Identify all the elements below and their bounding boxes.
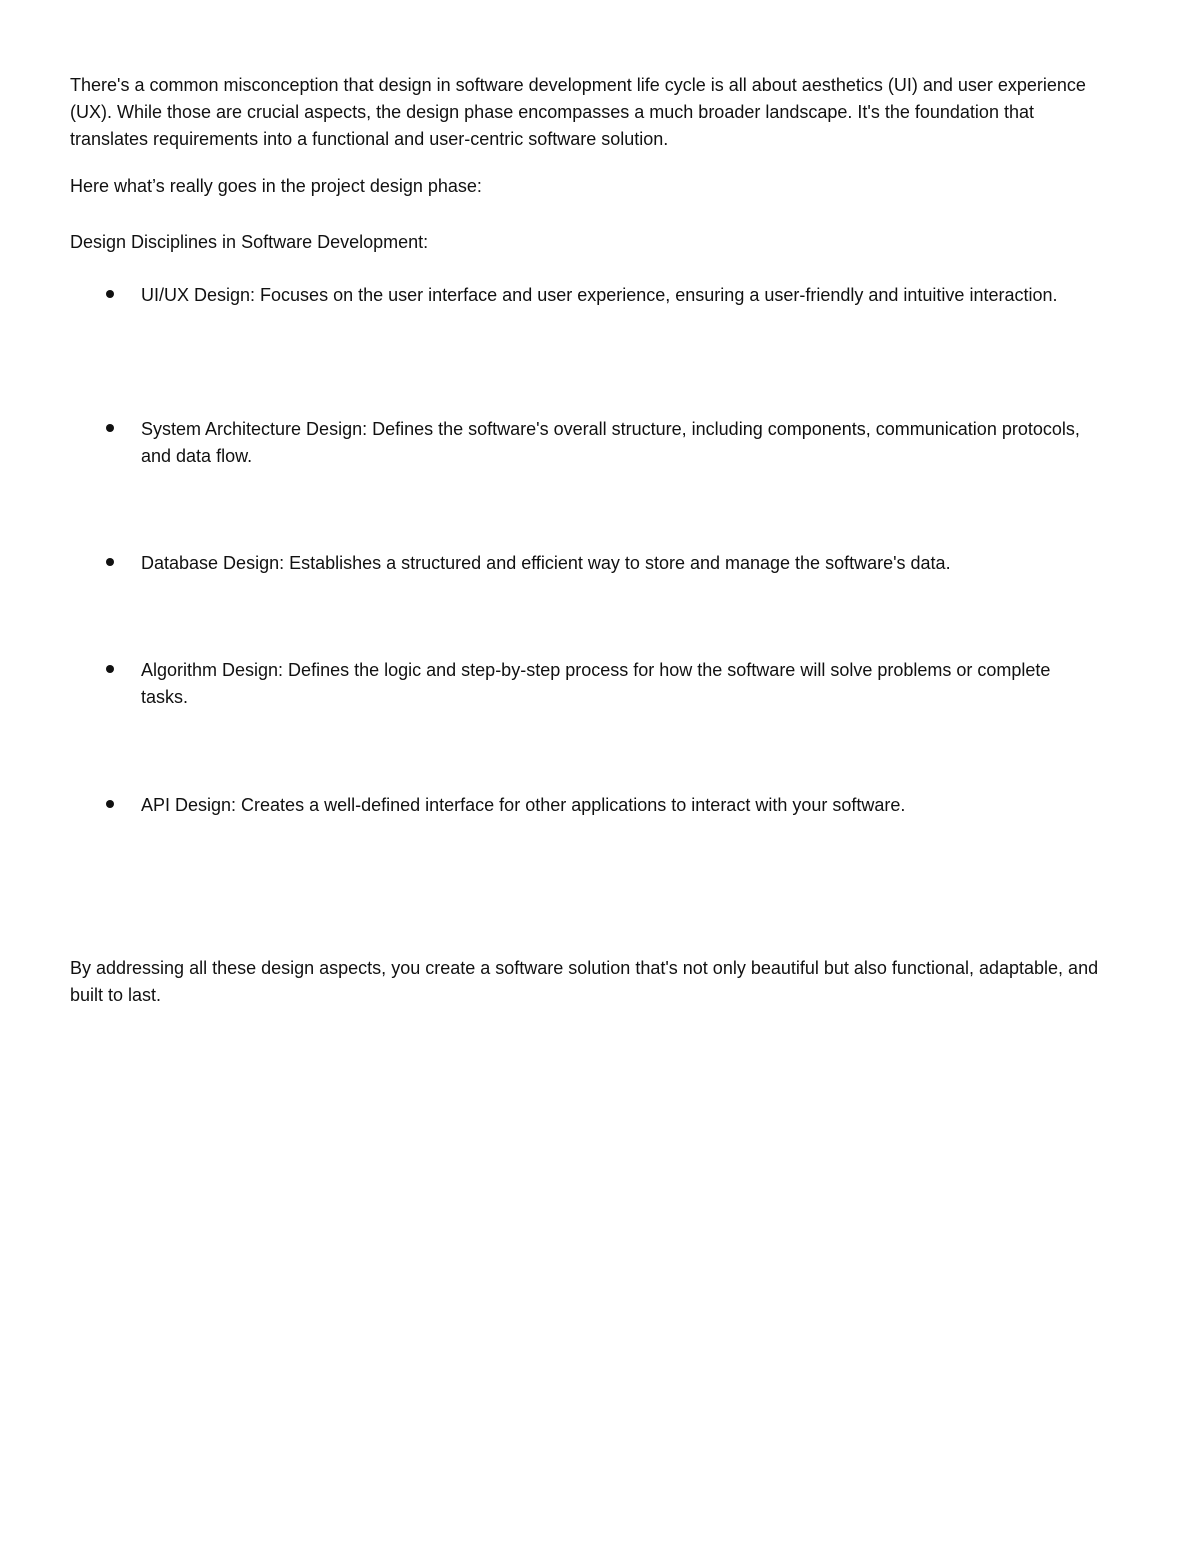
bullet-icon	[106, 800, 114, 808]
database-design-text: Database Design: Establishes a structured and efficient way to store and manage the software's data.	[141, 553, 951, 573]
intro-paragraph: There's a common misconception that design in software development life cycle is all about aesthetics (UI) and user experience (UX). While those are crucial aspects, the design phase encompasses a much broader landscape. It's the foundation that translates requirements into a functional and user-centric software solution.	[70, 75, 1086, 149]
design-phase-intro: Here what’s really goes in the project design phase:	[70, 176, 482, 196]
bullet-icon	[106, 665, 114, 673]
conclusion-paragraph: By addressing all these design aspects, you create a software solution that's not only beautiful but also functional, adaptable, and built to last.	[70, 958, 1099, 1005]
algorithm-design-text: Algorithm Design: Defines the logic and step-by-step process for how the software will solve problems or complete tasks.	[141, 660, 1051, 707]
section-heading: Design Disciplines in Software Development:	[70, 232, 429, 252]
api-design-text: API Design: Creates a well-defined interface for other applications to interact with your software.	[141, 795, 906, 815]
bullet-icon	[106, 424, 114, 432]
system-architecture-design-text: System Architecture Design: Defines the software's overall structure, including components, communication protocols, and data flow.	[141, 419, 1080, 466]
bullet-icon	[106, 290, 114, 298]
bullet-icon	[106, 558, 114, 566]
ui-ux-design-text: UI/UX Design: Focuses on the user interface and user experience, ensuring a user-friendly and intuitive interaction.	[141, 285, 1058, 305]
